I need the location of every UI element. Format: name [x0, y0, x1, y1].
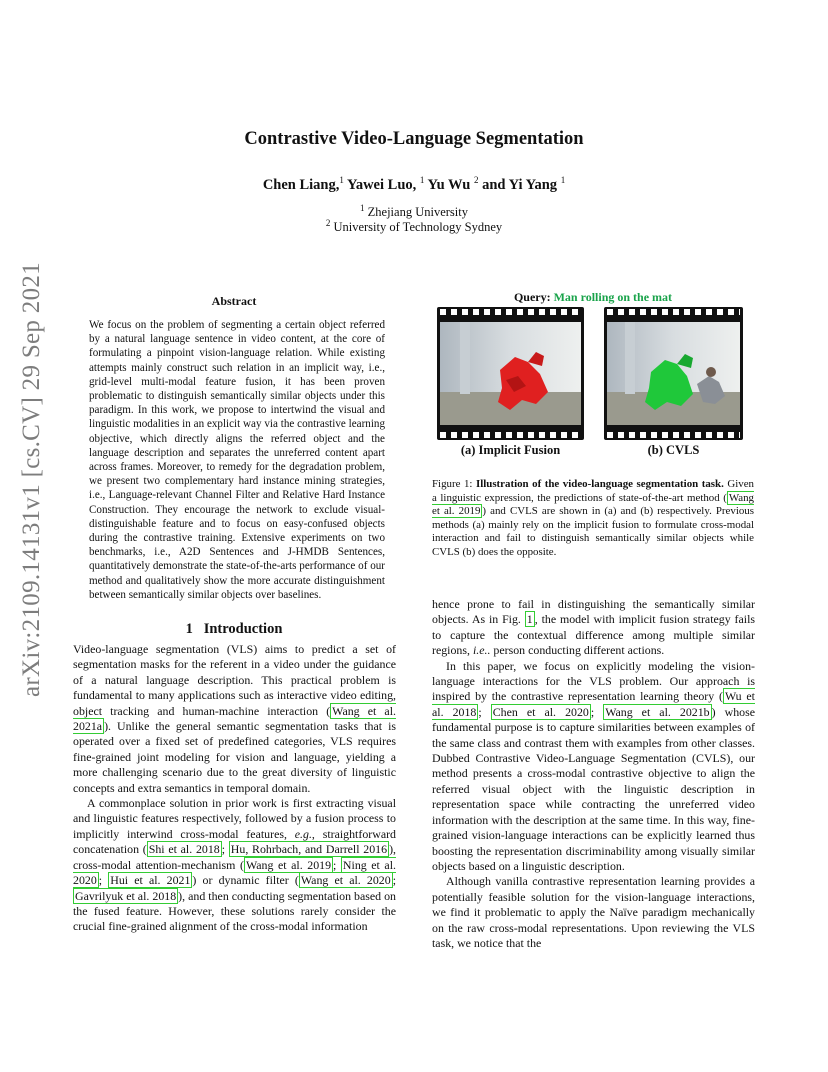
abstract-heading: Abstract [211, 294, 257, 308]
film-holes-top [607, 309, 740, 315]
intro-paragraph-1 [73, 642, 396, 796]
figure-link[interactable]: 1 [526, 612, 533, 627]
arxiv-stamp: arXiv:2109.14131v1 [cs.CV] 29 Sep 2021 [18, 262, 45, 698]
film-frame-cvls [604, 307, 743, 440]
author-name: Yawei Luo, [346, 176, 417, 193]
text-run: ) or dynamic filter ( [192, 873, 299, 888]
citation-link[interactable]: Wu et al. 2018 [432, 689, 755, 719]
section-number: 1 [185, 621, 193, 637]
intro-paragraph-2 [73, 796, 396, 935]
right-paragraph-2 [432, 659, 755, 875]
text-run: hence prone to fail in distinguishing the semantically similar objects. As in Fig. [432, 597, 755, 627]
film-holes-top [440, 309, 581, 315]
author-sup: 1 [419, 175, 425, 185]
author-name: Yu Wu [427, 176, 471, 193]
affiliation-sup: 2 [325, 218, 331, 228]
affiliation-name: Zhejiang University [367, 205, 468, 220]
affiliation-sup: 1 [360, 203, 365, 213]
caption-bold: Illustration of the video-language segmentation task. [475, 478, 724, 490]
author-list [0, 175, 828, 194]
section-heading-introduction [73, 621, 395, 638]
text-run: ) and CVLS are shown in (a) and (b) respectively. Previous methods (a) mainly rely on the implicit fusion to formulate cross-modal interaction and fail to distinguish semantically similar objects while CVLS (b) does the opposite. [432, 505, 754, 558]
video-frame-implicit [440, 322, 581, 425]
section-title: Introduction [203, 621, 283, 637]
text-run: ; [333, 857, 341, 872]
citation-link[interactable]: Wang et al. 2020 [300, 873, 391, 888]
film-holes-bottom [607, 432, 740, 438]
subcaption-a: (a) Implicit Fusion [460, 443, 561, 457]
right-paragraph-1 [432, 597, 755, 659]
abstract-body: We focus on the problem of segmenting a certain object referred by a natural language sentence in video content, at the core of formulating a pinpoint vision-language relation. While existing attempts mainly construct such relation in an implicit way, i.e., grid-level multi-modal feature fusion, it has been proven problematic to distinguish semantically similar objects under this paradigm. In this work, we propose to intertwind the visual and linguistic modalities in an explicit way via the contrastive learning objective, which directly aligns the referred object and the language description and separates the unreferred content apart across frames. Moreover, to remedy for the degradation problem, we present two complementary hard instance mining strategies, i.e., Language-relevant Channel Filter and Relative Hard Instance Construction. They encourage the network to exclude visual-distinguishable feature and to focus on easy-confused objects during the contrastive training. Extensive experiments on two benchmarks, i.e., A2D Sentences and J-HMDB Sentences, quantitatively demonstrate the state-of-the-arts performance of our method and qualitatively show the more accurate distinguishment between semantically similar objects over baselines. [89, 319, 385, 601]
frame-scene-cvls [607, 322, 740, 425]
caption-label: Figure 1: [432, 478, 473, 490]
text-run: ). Unlike the general semantic segmentation tasks that is operated over a fixed set of predefined categories, VLS requires fine-grained joint modeling for vision and language, yielding a more challenging scenario due to the great diversity of linguistic concepts and extra semantics in temporal domain. [73, 719, 396, 795]
citation-link[interactable]: Hu, Rohrbach, and Darrell 2016 [230, 842, 388, 857]
text-run: ), cross-modal attention-mechanism ( [73, 842, 396, 872]
citation-link[interactable]: Shi et al. 2018 [148, 842, 220, 857]
text-run: In this paper, we focus on explicitly modeling the vision-language interactions for the VLS problem. Our approach is inspired by the contrastive representation learning theory ( [432, 658, 755, 704]
text-run: ; [478, 704, 491, 719]
text-run: i.e.. [472, 643, 491, 658]
citation-link[interactable]: Wang et al. 2019 [432, 491, 754, 518]
film-frame-implicit [437, 307, 584, 440]
text-run: Video-language segmentation (VLS) aims to predict a set of segmentation masks for the referent in a video under the guidance of a natural language description. This practical problem is fundamental to many applications such as interactive video editing, object tracking and human-machine interaction ( [73, 642, 396, 718]
author-sup: 1 [560, 175, 566, 185]
paper-title: Contrastive Video-Language Segmentation [244, 129, 584, 149]
text-run: , straightforward concatenation ( [73, 826, 396, 857]
text-run: ; [98, 873, 109, 888]
text-run: ; [221, 842, 229, 857]
text-run: person conducting different actions. [490, 643, 665, 658]
intro-right-column [432, 597, 755, 951]
subcaption-b: (b) CVLS [647, 443, 700, 457]
author-name: and Yi Yang [482, 176, 558, 193]
author-sup: 2 [473, 175, 479, 185]
citation-link[interactable]: Gavrilyuk et al. 2018 [75, 888, 177, 903]
intro-left-column [73, 642, 396, 935]
text-run: e.g. [294, 826, 312, 841]
text-run: ; [392, 873, 396, 888]
text-run: ; [590, 704, 604, 719]
right-paragraph-3: Although vanilla contrastive representation learning provides a potentially feasible solution for the vision-language interactions, we find it problematic to apply the Naïve paradigm mechanically on the raw cross-modal representations. Upon reviewing the VLS task, we notice that the [432, 874, 755, 950]
citation-link[interactable]: Wang et al. 2019 [245, 857, 332, 872]
text-run: Given a linguistic expression, the predictions of state-of-the-art method ( [432, 478, 754, 504]
affiliation-2 [0, 218, 828, 235]
text-run: , the model with implicit fusion strategy fails to capture the contextual difference among multiple similar regions, [432, 612, 756, 658]
text-run: ), and then conducting segmentation based on the fused feature. However, these solutions rarely consider the crucial fine-grained alignment of the cross-modal information [73, 888, 396, 934]
figure-query [432, 290, 754, 305]
citation-link[interactable]: Hui et al. 2021 [110, 873, 191, 888]
author-sup: 1 [339, 175, 344, 185]
video-frame-cvls [607, 322, 740, 425]
author-name: Chen Liang, [262, 176, 340, 193]
query-label: Query: [513, 290, 551, 304]
citation-link[interactable]: Wang et al. 2021a [73, 703, 396, 734]
citation-link[interactable]: Wang et al. 2021b [605, 704, 710, 719]
text-run: A commonplace solution in prior work is first extracting visual and linguistic features respectively, followed by a fusion process to implicitly interwind cross-modal features, [73, 796, 396, 841]
frame-scene-implicit [440, 322, 581, 425]
citation-link[interactable]: Chen et al. 2020 [492, 704, 589, 719]
citation-link[interactable]: Ning et al. 2020 [73, 857, 396, 888]
text-run: ) whose fundamental purpose is to capture similarities between examples of the same class and contrast them with examples from other classes. Dubbed Contrastive Video-Language Segmentation (CVLS), our method presents a cross-modal contrastive objective to align the referred visual object with the linguistic description in representation space while contracting the unreferred video information with the description at the same time. In this way, fine-grained vision-language interactions can be explicitly learned thus boosting the representation discriminability among visually similar objects based on a linguistic description. [432, 704, 756, 873]
figure-caption [432, 478, 754, 560]
affiliation-name: University of Technology Sydney [333, 220, 503, 235]
query-text: Man rolling on the mat [553, 290, 673, 304]
film-holes-bottom [440, 432, 581, 438]
